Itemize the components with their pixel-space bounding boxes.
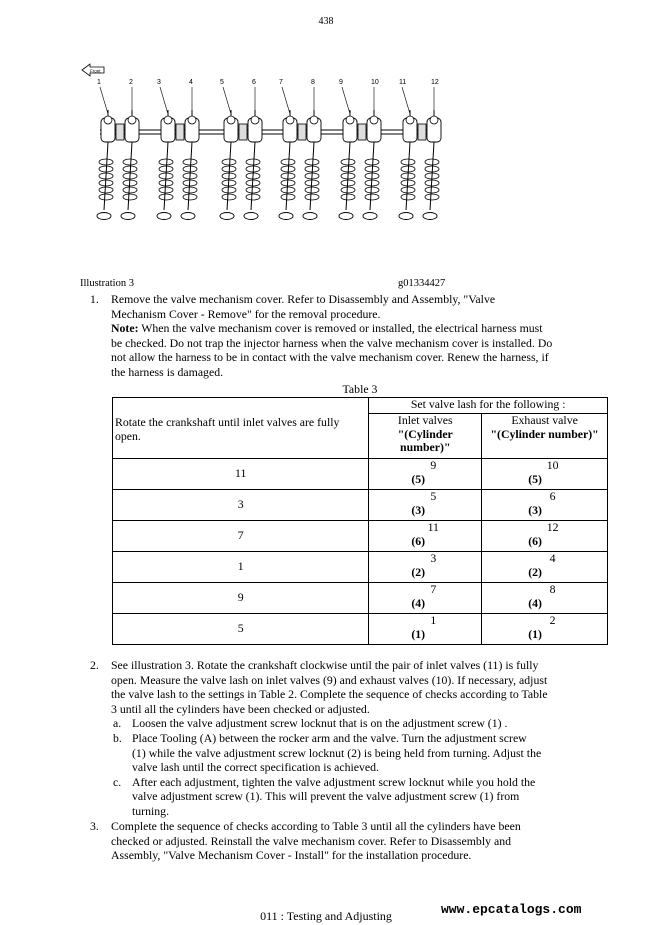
step-line: open. Measure the valve lash on inlet valves (9) and exhaust valves (10). If necessary, adjust	[111, 672, 548, 687]
substeps	[90, 716, 610, 818]
cylinder-number: (5)	[411, 471, 426, 486]
table-row	[113, 583, 608, 614]
valve-lash-table	[112, 397, 608, 645]
callout-label: 9	[339, 79, 343, 86]
step-line: Assembly, "Valve Mechanism Cover - Install" for the installation procedure.	[111, 848, 472, 863]
callout-label: 1	[97, 79, 101, 86]
inlet-header: Inlet valves "(Cylinder number)"	[369, 414, 482, 459]
callout-labels	[97, 79, 439, 114]
note-label: Note:	[111, 321, 139, 336]
inlet-cell	[369, 490, 482, 521]
callout-label: 10	[371, 79, 379, 86]
cylinder-number: (6)	[411, 533, 426, 548]
substep-b: b. Place Tooling (A) between the rocker arm and the valve. Turn the adjustment screw (1) while the valve adjustment screw locknut (2) is being held from turning. Adjust the valve lash until the correct specification is achieved.	[113, 730, 542, 775]
table-row	[113, 459, 608, 490]
note-text: the harness is damaged.	[111, 364, 224, 379]
step-line: Remove the valve mechanism cover. Refer to Disassembly and Assembly, "Valve	[111, 292, 496, 306]
valve-number: 1	[430, 613, 437, 627]
rotate-cell: 5	[113, 614, 369, 645]
callout-label: 6	[252, 79, 256, 86]
inlet-cell	[369, 552, 482, 583]
cylinder-number: (2)	[528, 564, 542, 579]
valve-number: 10	[546, 458, 559, 472]
inlet-cell	[369, 583, 482, 614]
set-header: Set valve lash for the following :	[369, 398, 608, 414]
exhaust-cell	[482, 521, 608, 552]
substep-a: a. Loosen the valve adjustment screw locknut that is on the adjustment screw (1) .	[113, 716, 508, 731]
rotate-cell: 11	[113, 459, 369, 490]
step-number: 1.	[90, 292, 99, 306]
step-line: the valve lash to the settings in Table 2. Complete the sequence of checks according to Table	[111, 687, 548, 702]
inlet-cell	[369, 614, 482, 645]
note	[90, 321, 610, 379]
exhaust-cell	[482, 583, 608, 614]
cylinder-number: (1)	[528, 626, 542, 641]
table-row	[113, 490, 608, 521]
valve-number: 3	[430, 551, 437, 565]
rocker-arm-illustration	[80, 60, 455, 270]
exhaust-header: Exhaust valve "(Cylinder number)"	[482, 414, 608, 459]
rotate-cell: 1	[113, 552, 369, 583]
exhaust-cell	[482, 490, 608, 521]
valve-number: 2	[549, 613, 556, 627]
note-text: not allow the harness to be in contact with the valve mechanism cover. Renew the harness, if	[111, 350, 549, 365]
cylinder-number: (2)	[411, 564, 426, 579]
callout-label: 11	[399, 79, 407, 86]
exhaust-cell	[482, 614, 608, 645]
cylinder-number: (5)	[528, 471, 542, 486]
valve-number: 6	[549, 489, 556, 503]
front-label: Front	[90, 68, 101, 74]
rocker-assemblies	[97, 110, 441, 220]
cylinder-number: (3)	[528, 502, 542, 517]
callout-label: 7	[279, 79, 283, 86]
cylinder-number: (3)	[411, 502, 426, 517]
website-watermark: www.epcatalogs.com	[441, 902, 582, 917]
cylinder-number: (4)	[528, 595, 542, 610]
inlet-cell	[369, 521, 482, 552]
note-text: be checked. Do not trap the injector harness when the valve mechanism cover is installed. Do	[111, 335, 553, 350]
cylinder-number: (6)	[528, 533, 542, 548]
valve-number: 7	[430, 582, 437, 596]
step-line: 3 until all the cylinders have been checked or adjusted.	[111, 701, 370, 716]
valve-number: 12	[546, 520, 559, 534]
exhaust-cell	[482, 459, 608, 490]
table-row	[113, 614, 608, 645]
rotate-header: Rotate the crankshaft until inlet valves are fully open.	[113, 398, 369, 459]
valve-number: 11	[427, 520, 439, 534]
rotate-cell: 3	[113, 490, 369, 521]
valve-number: 5	[430, 489, 437, 503]
step-2	[90, 658, 610, 819]
step-1	[90, 292, 610, 380]
table-row	[113, 552, 608, 583]
step-number: 3.	[90, 819, 99, 833]
page-number: 438	[318, 16, 334, 27]
valve-number: 9	[430, 458, 437, 472]
step-line: checked or adjusted. Reinstall the valve mechanism cover. Refer to Disassembly and	[111, 833, 511, 848]
valve-number: 4	[549, 551, 556, 565]
callout-label: 4	[189, 79, 193, 86]
table-row	[113, 521, 608, 552]
table-body	[113, 459, 608, 645]
callout-label: 8	[311, 79, 315, 86]
callout-label: 5	[220, 79, 224, 86]
callout-label: 12	[431, 79, 439, 86]
table-title: Table 3	[342, 382, 378, 396]
step-line: Complete the sequence of checks according to Table 3 until all the cylinders have been	[111, 819, 521, 833]
step-number: 2.	[90, 658, 99, 672]
inlet-cell	[369, 459, 482, 490]
illustration-caption: Illustration 3	[80, 278, 134, 289]
substep-c: c. After each adjustment, tighten the valve adjustment screw locknut while you hold the valve adjustment screw (1). This will prevent the valve adjustment screw (1) from turning.	[113, 774, 536, 818]
callout-label: 3	[157, 79, 161, 86]
rotate-cell: 7	[113, 521, 369, 552]
valve-number: 8	[549, 582, 556, 596]
illustration-code: g01334427	[398, 278, 446, 289]
callout-label: 2	[129, 79, 133, 86]
rotate-cell: 9	[113, 583, 369, 614]
section-footer: 011 : Testing and Adjusting	[260, 909, 392, 923]
exhaust-cell	[482, 552, 608, 583]
step-3	[90, 819, 610, 863]
step-line: See illustration 3. Rotate the crankshaft clockwise until the pair of inlet valves (11) is fully	[111, 658, 539, 672]
note-text: When the valve mechanism cover is removed or installed, the electrical harness must	[138, 321, 543, 336]
step-line: Mechanism Cover - Remove" for the removal procedure.	[111, 306, 381, 321]
cylinder-number: (4)	[411, 595, 426, 610]
cylinder-number: (1)	[411, 626, 426, 641]
